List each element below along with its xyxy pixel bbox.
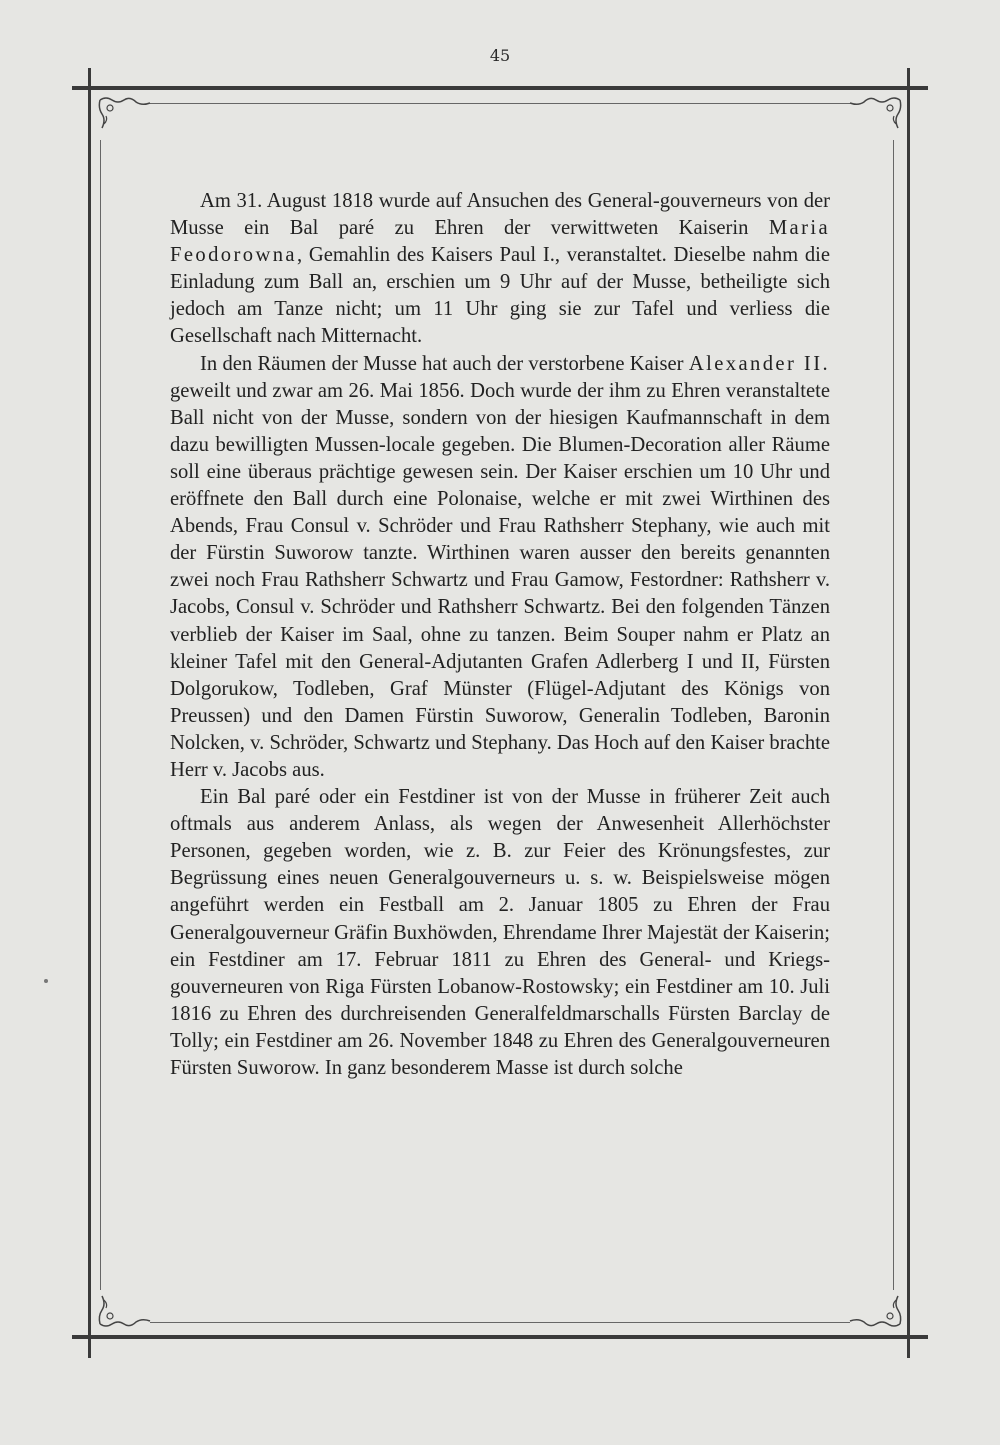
paragraph-2-text-b: geweilt und zwar am 26. Mai 1856. Doch wurde der ihm zu Ehren veranstaltete Ball nicht von der Musse, sondern von der hiesigen Kaufmannschaft in dem dazu bewilligten Mussen-locale gegeben. Die Blumen-Decoration aller Räume soll eine überaus prächtige gewesen sein. Der Kaiser erschien um 10 Uhr und eröffnete den Ball durch eine Polonaise, welche er mit zwei Wirthinen des Abends, Frau Consul v. Schröder und Frau Rathsherr Stephany, wie auch mit der Fürstin Suworow tanzte. Wirthinen waren ausser den bereits genannten zwei noch Frau Rathsherr Schwartz und Frau Gamow, Festordner: Rathsherr v. Jacobs, Consul v. Schröder und Rathsherr Schwartz. Bei den folgenden Tänzen verblieb der Kaiser im Saal, ohne zu tanzen. Beim Souper nahm er Platz an kleiner Tafel mit den General-Adjutanten Grafen Adlerberg I und II, Fürsten Dolgorukow, Todleben, Graf Münster (Flügel-Adjutant des Königs von Preussen) und den Damen Fürstin Suworow, Generalin Todleben, Baronin Nolcken, v. Schröder, Schwartz und Stephany. Das Hoch auf den Kaiser brachte Herr v. Jacobs aus. [170,379,830,781]
paragraph-1-text-a: Am 31. August 1818 wurde auf Ansuchen des General-gouverneurs von der Musse ein Bal paré zu Ehren der verwittweten Kaiserin [170,190,830,240]
paragraph-2-text-a: In den Räumen der Musse hat auch der verstorbene Kaiser [200,352,689,375]
bottom-rule [72,1335,928,1339]
right-rule [907,68,910,1358]
inner-frame-left [100,140,101,1290]
corner-flourish-bottom-right-icon [844,1290,904,1330]
paragraph-3-text-a: Ein Bal paré oder ein Festdiner ist von der Musse in früherer Zeit auch oftmals aus anderem Anlass, als wegen der Anwesenheit Allerhöchster Personen, gegeben worden, wie z. B. zur Feier des Krönungsfestes, zur Begrüssung eines neuen Generalgouverneurs u. s. w. Beispielsweise mögen angeführt werden ein Festball am 2. Januar 1805 zu Ehren der Frau Generalgouverneur Gräfin Buxhöwden, Ehrendame Ihrer Majestät der Kaiserin; ein Festdiner am 17. Februar 1811 zu Ehren des General- und Kriegs-gouverneuren von Riga Fürsten Lobanow-Rostowsky; ein Festdiner am 10. Juli 1816 zu Ehren des durchreisenden Generalfeldmarschalls Fürsten Barclay de Tolly; ein Festdiner am 26. November 1848 zu Ehren des Generalgouverneuren Fürsten Suworow. In ganz besonderem Masse ist durch solche [170,786,830,1079]
paragraph-1-text-b: , Gemahlin des Kaisers Paul I., veranstaltet. Dieselbe nahm die Einladung zum Ball an, erschien um 9 Uhr auf der Musse, betheiligte sich jedoch am Tanze nicht; um 11 Uhr ging sie zur Tafel und verliess die Gesellschaft nach Mitternacht. [170,244,830,348]
corner-flourish-bottom-left-icon [96,1290,156,1330]
left-rule [88,68,91,1358]
corner-flourish-top-left-icon [96,94,156,134]
inner-frame-right [893,140,894,1290]
inner-frame-top [150,103,850,104]
paragraph-1 [170,188,830,351]
page-number: 45 [489,46,511,65]
paragraph-3 [170,784,830,1082]
paragraph-2 [170,351,830,785]
body-text [170,188,830,1082]
top-rule [72,86,928,90]
paragraph-2-name-spaced: Alexander II. [688,352,830,375]
corner-flourish-top-right-icon [844,94,904,134]
inner-frame-bottom [150,1322,850,1323]
paragraph-1-name-spaced: Maria Feodorowna [170,217,830,267]
paper-speck [44,979,48,983]
